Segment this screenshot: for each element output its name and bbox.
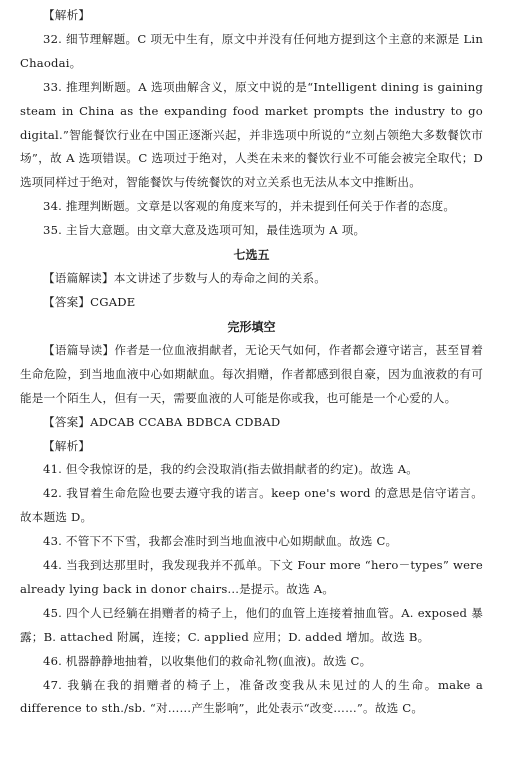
analysis-label-cloze: 【解析】 bbox=[43, 438, 91, 453]
answer-42: 42. 我冒着生命危险也要去遵守我的诺言。keep one's word 的意思是信守诺言。故本题选 D。 bbox=[20, 486, 483, 525]
answer-32: 32. 细节理解题。C 项无中生有，原文中并没有任何地方提到这个主意的来源是 Lin Chaodai。 bbox=[20, 31, 483, 70]
answer-47: 47. 我躺在我的捐赠者的椅子上，准备改变我从未见过的人的生命。make a difference to sth./sb. “对……产生影响”，此处表示“改变……”。故选 C。 bbox=[20, 677, 483, 716]
answer-key-seven-choose-five: 【答案】CGADE bbox=[43, 294, 136, 309]
cloze-passage-guide: 【语篇导读】作者是一位血液捐献者，无论天气如何，作者都会遵守诺言，甚至冒着生命危险，到当地血液中心如期献血。每次捐赠，作者都感到很自豪，因为血液救的有可能是一个陌生人，但有一天，需要血液的人可能是你或我，也可能是一个心爱的人。 bbox=[20, 342, 483, 405]
answer-45: 45. 四个人已经躺在捐赠者的椅子上，他们的血管上连接着抽血管。A. exposed 暴露；B. attached 附属，连接；C. applied 应用；D. added 增加。故选 B。 bbox=[20, 605, 483, 644]
answer-41: 41. 但令我惊讶的是，我的约会没取消(指去做捐献者的约定)。故选 A。 bbox=[43, 462, 419, 477]
answer-33: 33. 推理判断题。A 选项曲解含义，原文中说的是“Intelligent dining is gaining steam in China as the expanding food market prompts the industry to go digital.”智能餐饮行业在中国正逐渐兴起，并非选项中所说的“立刻占领绝大多数餐饮市场”，故 A 选项错误。C 选项过于绝对，人类在未来的餐饮行业不可能会被完全取代；D 选项同样过于绝对，智能餐饮与传统餐饮的对立关系也无法从本文中推断出。 bbox=[20, 79, 483, 190]
answer-46: 46. 机器静静地抽着，以收集他们的救命礼物(血液)。故选 C。 bbox=[43, 653, 372, 668]
answer-35: 35. 主旨大意题。由文章大意及选项可知，最佳选项为 A 项。 bbox=[43, 223, 366, 238]
answer-34: 34. 推理判断题。文章是以客观的角度来写的，并未提到任何关于作者的态度。 bbox=[43, 199, 456, 214]
passage-summary: 【语篇解读】本文讲述了步数与人的寿命之间的关系。 bbox=[43, 271, 327, 286]
answer-44: 44. 当我到达那里时，我发现我并不孤单。下文 Four more “hero－types” were already lying back in donor chairs...是提示。故选 A。 bbox=[20, 558, 483, 596]
section-heading-cloze: 完形填空 bbox=[227, 319, 276, 334]
analysis-label: 【解析】 bbox=[43, 8, 91, 22]
answer-43: 43. 不管下不下雪，我都会准时到当地血液中心如期献血。故选 C。 bbox=[43, 534, 398, 549]
answer-key-cloze: 【答案】ADCAB CCABA BDBCA CDBAD bbox=[43, 414, 281, 429]
section-heading-seven-choose-five: 七选五 bbox=[233, 248, 270, 263]
